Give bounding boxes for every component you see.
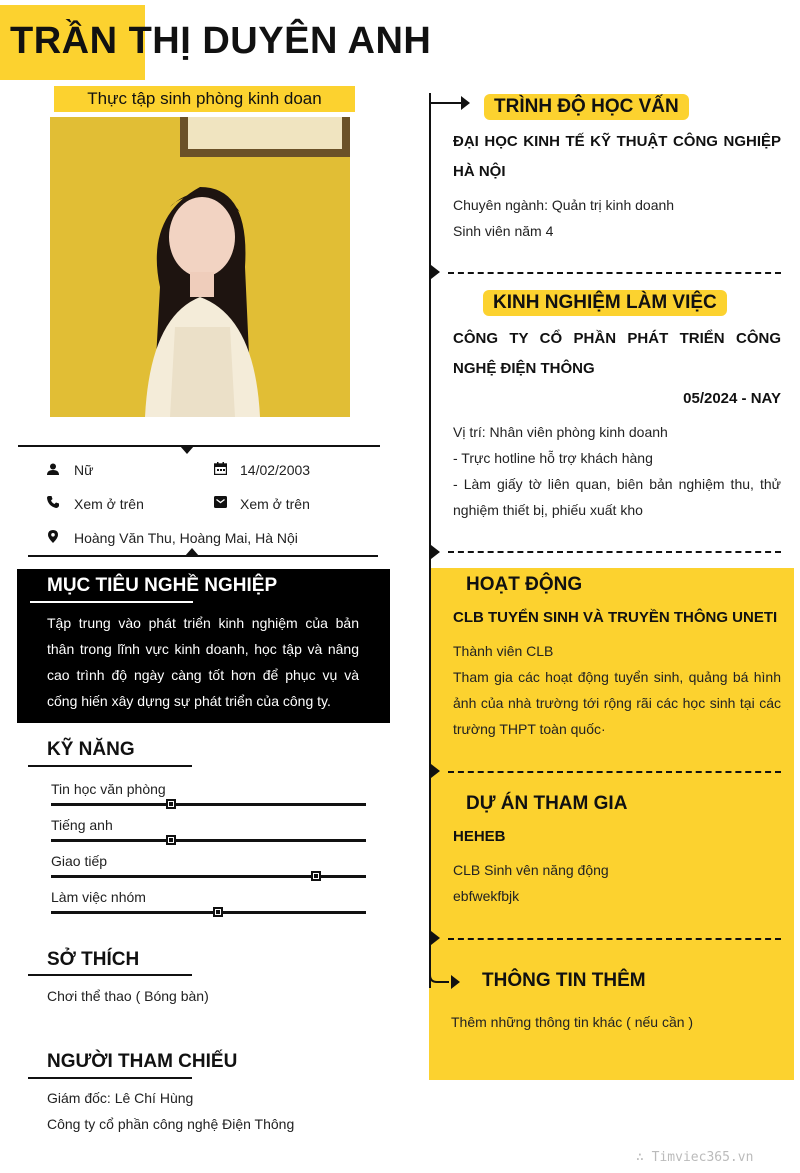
skill-level-knob: [166, 799, 176, 809]
education-year: Sinh viên năm 4: [453, 223, 554, 239]
timeline-line: [429, 93, 431, 988]
career-goal-title: MỤC TIÊU NGHỀ NGHIỆP: [47, 575, 278, 596]
section-divider: [448, 551, 781, 553]
profile-photo: [50, 117, 350, 417]
projects-title: DỰ ÁN THAM GIA: [466, 793, 628, 814]
section-divider: [448, 771, 781, 773]
experience-title: KINH NGHIỆM LÀM VIỆC: [483, 290, 727, 316]
experience-duty-2: - Làm giấy tờ liên quan, biên bản nghiệm thu, thử nghiệm thiết bị, phiếu xuất kho: [453, 476, 781, 518]
location-pin-icon: [46, 529, 60, 543]
calendar-icon: [213, 461, 227, 475]
activities-role: Thành viên CLB: [453, 643, 554, 659]
hobbies-title: SỞ THÍCH: [47, 949, 140, 970]
extra-text: Thêm những thông tin khác ( nếu cần ): [451, 1014, 694, 1030]
phone-value: Xem ở trên: [74, 496, 144, 512]
reference-line-1: Giám đốc: Lê Chí Hùng: [47, 1090, 194, 1106]
timeline-marker-icon: [431, 265, 440, 279]
activities-title: HOẠT ĐỘNG: [466, 574, 583, 595]
project-name: HEHEB: [453, 828, 506, 845]
address-value: Hoàng Văn Thu, Hoàng Mai, Hà Nội: [74, 530, 298, 546]
career-goal-text: Tập trung vào phát triển kinh nghiệm của bản thân trong lĩnh vực kinh doanh, học tập và nâng cao trình độ ngày càng tốt hơn để phục vụ và cống hiến xây dựng sự phát triển của công ty.: [47, 615, 359, 709]
hobbies-text: Chơi thể thao ( Bóng bàn): [47, 988, 209, 1004]
hobbies-underline: [28, 974, 192, 976]
skill-label: Giao tiếp: [51, 853, 108, 869]
skill-level-knob: [311, 871, 321, 881]
user-icon: [46, 462, 60, 476]
skill-track: [51, 911, 366, 914]
reference-line-2: Công ty cổ phần công nghệ Điện Thông: [47, 1116, 295, 1132]
skill-track: [51, 803, 366, 806]
skills-underline: [28, 765, 192, 767]
activities-description: Tham gia các hoạt động tuyển sinh, quảng bá hình ảnh của nhà trường tới rộng rãi các học sinh tại các trường THPT toàn quốc·: [453, 669, 781, 737]
section-divider: [448, 938, 781, 940]
extra-connector: [429, 965, 451, 983]
career-goal-underline: [30, 601, 193, 603]
project-line-1: CLB Sinh vên năng động: [453, 862, 609, 878]
references-underline: [28, 1077, 192, 1079]
skill-level-knob: [166, 835, 176, 845]
envelope-icon: [213, 495, 227, 509]
extra-arrow-icon: [451, 975, 460, 989]
info-bottom-divider: [28, 555, 378, 557]
birthday-value: 14/02/2003: [240, 462, 311, 478]
divider-arrow-down-icon: [180, 446, 194, 454]
section-divider: [448, 272, 781, 274]
email-value: Xem ở trên: [240, 496, 310, 512]
gender-value: Nữ: [74, 462, 94, 478]
experience-company: CÔNG TY CỔ PHẦN PHÁT TRIỂN CÔNG NGHỆ ĐIỆN THÔNG: [453, 330, 781, 377]
education-title: TRÌNH ĐỘ HỌC VẤN: [484, 94, 689, 120]
activities-club: CLB TUYỂN SINH VÀ TRUYỀN THÔNG UNETI: [453, 609, 778, 626]
candidate-name: TRẦN THỊ DUYÊN ANH: [10, 20, 432, 62]
skill-label: Tiếng anh: [51, 817, 113, 833]
references-title: NGƯỜI THAM CHIẾU: [47, 1051, 238, 1072]
experience-period: 05/2024 - NAY: [683, 390, 781, 407]
education-school: ĐẠI HỌC KINH TẾ KỸ THUẬT CÔNG NGHIỆP HÀ NỘI: [453, 133, 781, 180]
phone-icon: [46, 495, 60, 509]
experience-role: Vị trí: Nhân viên phòng kinh doanh: [453, 424, 668, 440]
experience-duty-1: - Trực hotline hỗ trợ khách hàng: [453, 450, 653, 466]
timeline-marker-icon: [431, 931, 440, 945]
education-major: Chuyên ngành: Quản trị kinh doanh: [453, 197, 675, 213]
timeline-marker-icon: [431, 764, 440, 778]
skill-label: Tin học văn phòng: [51, 781, 166, 797]
education-arrow-icon: [461, 96, 470, 110]
skill-level-knob: [213, 907, 223, 917]
timeline-marker-icon: [431, 545, 440, 559]
info-top-divider: [18, 445, 380, 447]
education-arrow-line: [431, 102, 463, 104]
watermark: ∴ Timviec365.vn: [636, 1150, 754, 1165]
skill-track: [51, 839, 366, 842]
project-line-2: ebfwekfbjk: [453, 888, 520, 904]
skills-title: KỸ NĂNG: [47, 739, 135, 760]
extra-title: THÔNG TIN THÊM: [482, 970, 646, 991]
desired-position: Thực tập sinh phòng kinh doan: [54, 86, 355, 112]
skill-label: Làm việc nhóm: [51, 889, 146, 905]
